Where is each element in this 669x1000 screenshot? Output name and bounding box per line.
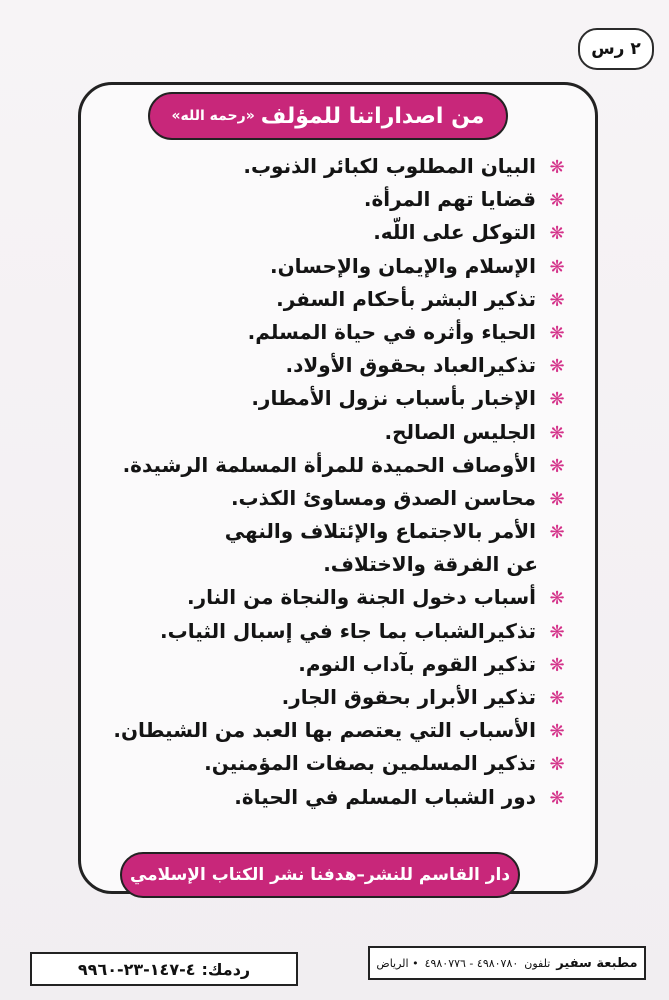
- flower-bullet-icon: ❋: [549, 289, 565, 311]
- flower-bullet-icon: ❋: [549, 522, 565, 544]
- publication-item: [92, 283, 572, 316]
- flower-bullet-icon: ❋: [549, 322, 565, 344]
- flower-bullet-icon: ❋: [549, 190, 565, 212]
- flower-bullet-icon: ❋: [549, 588, 565, 610]
- publication-title: تذكير الأبرار بحقوق الجار.: [281, 685, 536, 709]
- press-box: [368, 946, 646, 980]
- publications-title: [148, 92, 508, 140]
- publication-title: قضايا تهم المرأة.: [363, 187, 536, 212]
- publication-title: البيان المطلوب لكبائر الذنوب.: [243, 154, 536, 178]
- flower-bullet-icon: ❋: [549, 488, 565, 510]
- flower-bullet-icon: ❋: [549, 157, 565, 178]
- publication-title: الأسباب التي يعتصم بها العبد من الشيطان.: [113, 718, 536, 743]
- publication-title: تذكير البشر بأحكام السفر.: [276, 286, 536, 311]
- publication-item: [92, 382, 572, 415]
- isbn-label: ردمك:: [201, 959, 251, 979]
- flower-bullet-icon: ❋: [549, 256, 565, 278]
- publisher-banner: دار القاسم للنشر–هدفنا نشر الكتاب الإسلامي: [120, 852, 520, 898]
- publication-item: [92, 747, 572, 780]
- publication-item: [92, 648, 572, 681]
- publication-title: التوكل على اللّه.: [373, 220, 536, 245]
- flower-bullet-icon: ❋: [549, 787, 565, 809]
- flower-bullet-icon: ❋: [549, 654, 565, 676]
- publication-title: الجليس الصالح.: [384, 419, 536, 444]
- publication-item: [92, 581, 572, 614]
- publication-title: الأمر بالاجتماع والإئتلاف والنهي: [224, 519, 536, 544]
- publication-item: [92, 515, 572, 548]
- press-name: مطبعة سفير: [556, 955, 638, 971]
- flower-bullet-icon: ❋: [549, 455, 565, 477]
- isbn-value: ٤-١٤٧-٢٣-٩٩٦٠: [77, 959, 196, 979]
- publications-list: [92, 150, 572, 814]
- publication-title: الأوصاف الحميدة للمرأة المسلمة الرشيدة.: [122, 452, 536, 477]
- flower-bullet-icon: ❋: [549, 688, 565, 709]
- publication-item: [92, 482, 572, 515]
- publication-item: [92, 548, 572, 581]
- publication-title: تذكيرالعباد بحقوق الأولاد.: [285, 353, 536, 378]
- press-phone: ٤٩٨٠٧٨٠ - ٤٩٨٠٧٧٦: [424, 956, 519, 970]
- publication-item: [92, 681, 572, 714]
- publication-title: الإسلام والإيمان والإحسان.: [270, 253, 536, 278]
- flower-bullet-icon: ❋: [549, 223, 565, 245]
- publication-title: تذكير المسلمين بصفات المؤمنين.: [204, 751, 536, 776]
- flower-bullet-icon: ❋: [549, 754, 565, 776]
- press-city: • الرياض: [376, 956, 419, 970]
- publication-title: أسباب دخول الجنة والنجاة من النار.: [187, 585, 536, 610]
- publication-item: [92, 449, 572, 482]
- publication-item: [92, 250, 572, 283]
- publication-item: [92, 349, 572, 382]
- publication-title: تذكير القوم بآداب النوم.: [298, 651, 536, 676]
- publication-item: [92, 781, 572, 814]
- publication-item: [92, 714, 572, 747]
- flower-bullet-icon: ❋: [549, 621, 565, 643]
- publication-item: [92, 316, 572, 349]
- publication-item: [92, 183, 572, 216]
- publication-title: عن الفرقة والاختلاف.: [323, 552, 538, 577]
- press-phone-label: تلفون: [524, 956, 551, 970]
- publication-item: [92, 150, 572, 183]
- publication-item: [92, 416, 572, 449]
- flower-bullet-icon: ❋: [549, 422, 565, 444]
- publication-item: [92, 216, 572, 249]
- publication-title: الإخبار بأسباب نزول الأمطار.: [251, 386, 536, 411]
- isbn-box: [30, 952, 298, 986]
- flower-bullet-icon: ❋: [549, 721, 565, 743]
- publication-item: [92, 615, 572, 648]
- publication-title: الحياء وأثره في حياة المسلم.: [247, 319, 536, 344]
- publication-title: تذكيرالشباب بما جاء في إسبال الثياب.: [160, 618, 536, 643]
- publication-title: محاسن الصدق ومساوئ الكذب.: [230, 485, 536, 510]
- title-main: من اصداراتنا للمؤلف: [260, 103, 485, 129]
- publication-title: دور الشباب المسلم في الحياة.: [234, 784, 536, 809]
- flower-bullet-icon: ❋: [549, 389, 565, 411]
- code-badge: ٢ رس: [578, 28, 654, 70]
- title-note: «رحمه الله»: [171, 108, 255, 124]
- flower-bullet-icon: ❋: [549, 356, 565, 378]
